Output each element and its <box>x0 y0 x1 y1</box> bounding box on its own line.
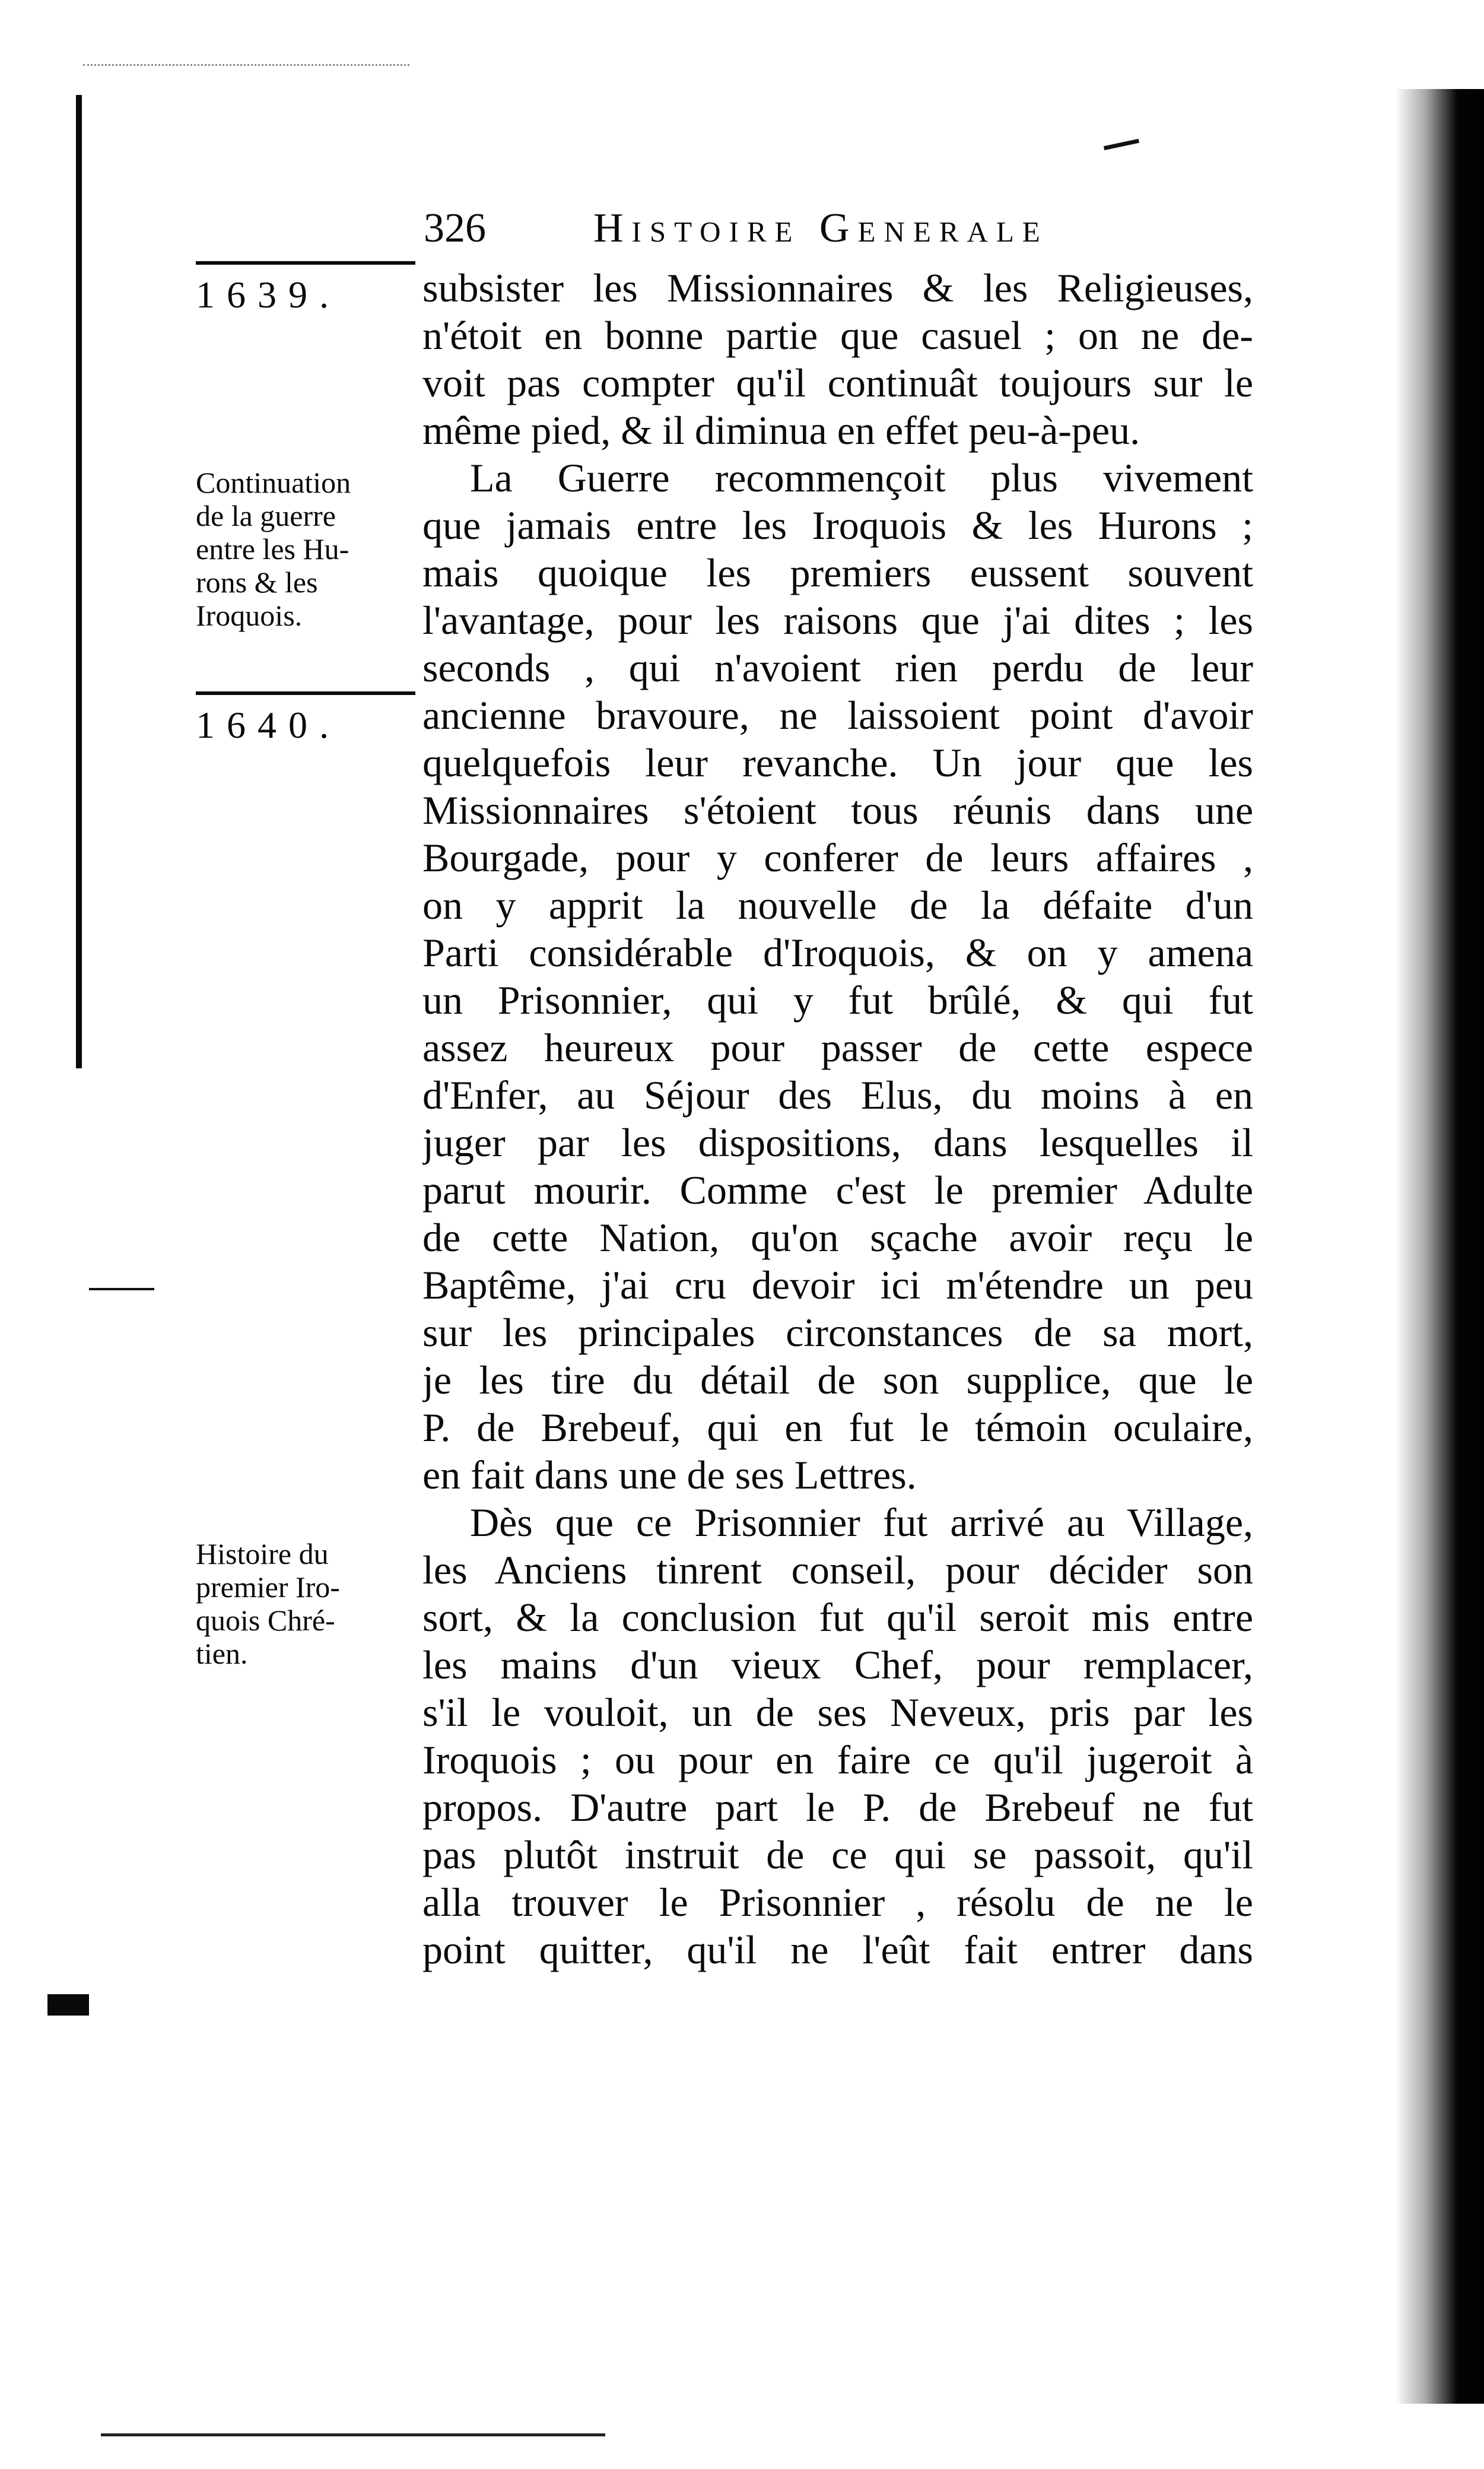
margin-year: 1639. <box>196 274 341 316</box>
text-line: point quitter, qu'il ne l'eût fait entrer dans <box>422 1927 1253 1972</box>
margin-note-continuation <box>196 466 415 632</box>
text-line: mais quoique les premiers eussent souvent <box>422 550 1253 595</box>
text-line: s'il le vouloit, un de ses Neveux, pris par les <box>422 1690 1253 1735</box>
stray-mark <box>89 1288 154 1290</box>
margin-note-line: premier Iro- <box>196 1570 340 1604</box>
text-line: d'Enfer, au Séjour des Elus, du moins à en <box>422 1072 1253 1118</box>
text-line: un Prisonnier, qui y fut brûlé, & qui fut <box>422 978 1253 1023</box>
text-line: subsister les Missionnaires & les Religieuses, <box>422 265 1253 310</box>
text-line: ancienne bravoure, ne laissoient point d'avoir <box>422 693 1253 738</box>
text-line: sur les principales circonstances de sa mort, <box>422 1310 1253 1355</box>
text-line: pas plutôt instruit de ce qui se passoit, qu'il <box>422 1832 1253 1877</box>
text-line: propos. D'autre part le P. de Brebeuf ne fut <box>422 1785 1253 1830</box>
text-line: juger par les dispositions, dans lesquelles il <box>422 1120 1253 1165</box>
text-line: l'avantage, pour les raisons que j'ai dites ; les <box>422 598 1253 643</box>
scan-speckle <box>83 64 409 66</box>
text-line: Iroquois ; ou pour en faire ce qu'il jugeroit à <box>422 1737 1253 1782</box>
margin-rule <box>196 261 415 265</box>
scan-block-mark <box>47 1994 89 2016</box>
margin-year: 1640. <box>196 704 341 746</box>
bottom-rule <box>101 2433 605 2436</box>
stray-mark <box>1104 139 1139 150</box>
margin-note-line: quois Chré- <box>196 1604 335 1637</box>
text-line: assez heureux pour passer de cette espece <box>422 1025 1253 1070</box>
margin-note-line: tien. <box>196 1637 248 1670</box>
text-line: Missionnaires s'étoient tous réunis dans une <box>422 788 1253 833</box>
margin-note-line: rons & les <box>196 566 318 599</box>
text-line: Bourgade, pour y conferer de leurs affaires , <box>422 835 1253 880</box>
text-line: de cette Nation, qu'on sçache avoir reçu le <box>422 1215 1253 1260</box>
text-line: les mains d'un vieux Chef, pour remplacer, <box>422 1642 1253 1687</box>
margin-note-line: Continuation <box>196 466 351 499</box>
left-page-border <box>76 95 82 1068</box>
running-title: Histoire Generale <box>593 205 1048 251</box>
page-number: 326 <box>424 205 486 251</box>
margin-note-line: entre les Hu- <box>196 532 349 566</box>
text-line: Baptême, j'ai cru devoir ici m'étendre un peu <box>422 1262 1253 1308</box>
margin-note-line: de la guerre <box>196 499 336 532</box>
text-line: alla trouver le Prisonnier , résolu de ne le <box>422 1880 1253 1925</box>
text-line: sort, & la conclusion fut qu'il seroit mis entre <box>422 1595 1253 1640</box>
main-text-column <box>422 264 1253 1973</box>
text-line: seconds , qui n'avoient rien perdu de leur <box>422 645 1253 690</box>
text-line: que jamais entre les Iroquois & les Hurons ; <box>422 503 1253 548</box>
text-line: n'étoit en bonne partie que casuel ; on ne de- <box>422 313 1253 358</box>
text-line: voit pas compter qu'il continuât toujours sur le <box>422 360 1253 405</box>
text-line: on y apprit la nouvelle de la défaite d'un <box>422 883 1253 928</box>
text-line: je les tire du détail de son supplice, que le <box>422 1357 1253 1402</box>
text-line: Parti considérable d'Iroquois, & on y amena <box>422 930 1253 975</box>
text-line: les Anciens tinrent conseil, pour décider son <box>422 1547 1253 1592</box>
text-line: même pied, & il diminua en effet peu-à-peu. <box>422 408 1140 453</box>
margin-note-line: Histoire du <box>196 1537 329 1570</box>
margin-note-histoire <box>196 1537 415 1670</box>
binding-shadow <box>1395 89 1484 2404</box>
margin-note-line: Iroquois. <box>196 599 303 632</box>
text-line: La Guerre recommençoit plus vivement <box>470 455 1253 500</box>
text-line: P. de Brebeuf, qui en fut le témoin oculaire, <box>422 1405 1253 1450</box>
margin-rule <box>196 691 415 695</box>
text-line: quelquefois leur revanche. Un jour que les <box>422 740 1253 785</box>
text-line: parut mourir. Comme c'est le premier Adulte <box>422 1167 1253 1213</box>
text-line: en fait dans une de ses Lettres. <box>422 1452 917 1497</box>
text-line: Dès que ce Prisonnier fut arrivé au Village, <box>470 1500 1253 1545</box>
